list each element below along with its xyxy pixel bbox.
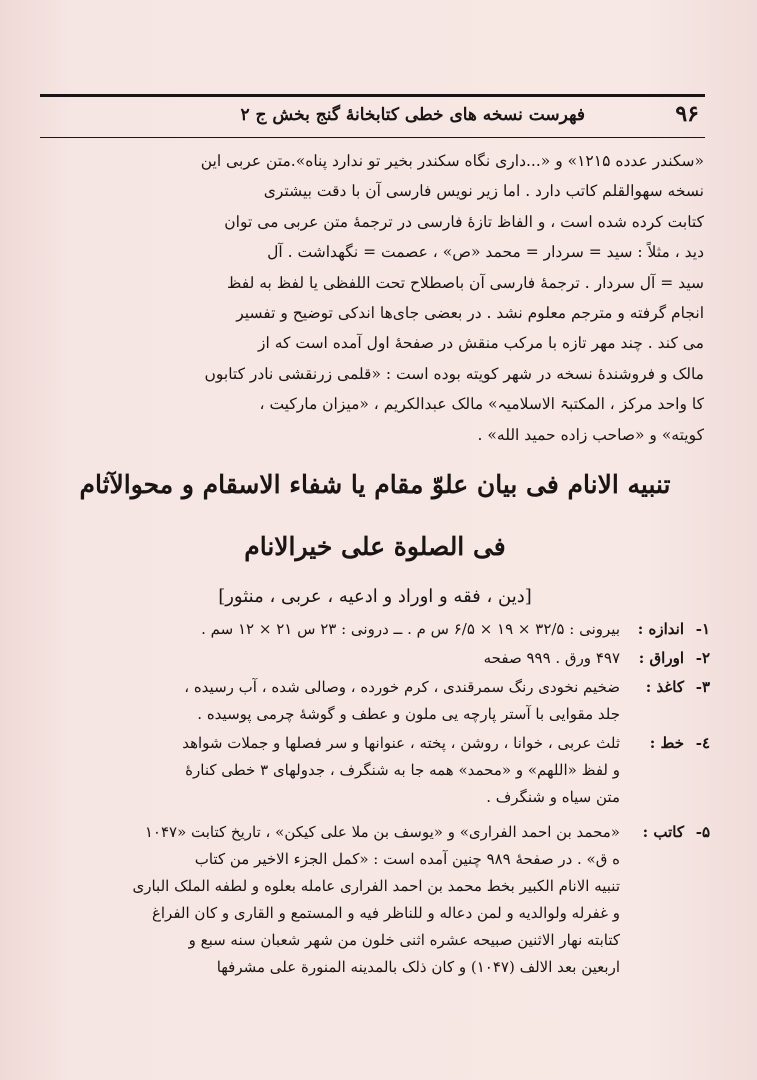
manuscript-title-line-1: تنبیه الانام فی بیان علوّ مقام یا شفاء الاسقام و محوالآثام xyxy=(79,470,671,499)
text-line: کتابت کرده شده است ، و الفاظ تازهٔ فارسی در ترجمهٔ متن عربی می توان xyxy=(224,212,704,231)
entry-line: و لفظ «اللهم» و «محمد» همه جا به شنگرف ، جدولهای ۳ خطی کنارهٔ xyxy=(185,761,620,779)
text-line: می کند . چند مهر تازه با مرکب منقش در صفحهٔ اول آمده است که از xyxy=(258,334,704,353)
text-line: دید ، مثلاً : سید = سردار = محمد «ص» ، عصمت = نگهداشت . آل xyxy=(267,243,704,262)
entry-line: ه ق» . در صفحهٔ ۹۸۹ چنین آمده است : «کمل الجزء الاخیر من کتاب xyxy=(194,850,620,868)
entry-line: بیرونی : ۳۲/۵ × ۱۹ × ۶/۵ س م . ــ درونی : ۲۳ س ۲۱ × ۱۲ سم . xyxy=(201,620,620,638)
entry-line: و غفرله ولوالدیه و لمن دعاله و للناظر فیه و المستمع و القاری و کان الفراغ xyxy=(151,904,620,922)
entry-folios xyxy=(44,645,710,672)
page-number: ۹۶ xyxy=(675,101,699,127)
entry-line: تنبیه الانام الکبیر بخط محمد بن احمد الفراری عامله بعلوه و لطفه الملک الباری xyxy=(132,877,620,895)
entry-scribe xyxy=(44,819,710,981)
entry-line: ثلث عربی ، خوانا ، روشن ، پخته ، عنوانها و سر فصلها و جملات شواهد xyxy=(182,734,620,752)
entry-line: اربعین بعد الالف (۱۰۴۷) و کان ذلک بالمدینه المنورة علی مشرفها xyxy=(216,958,620,976)
entry-number: ۵- xyxy=(695,823,710,841)
running-title: فهرست نسخه های خطی کتابخانهٔ گنج بخش ج ۲ xyxy=(240,105,585,125)
entry-value xyxy=(44,645,620,672)
manuscript-title-line-2: فی الصلوة علی خیرالانام xyxy=(244,532,506,561)
entry-label: اندازه : xyxy=(637,620,684,638)
manuscript-subject: [دین ، فقه و اوراد و ادعیه ، عربی ، منثور] xyxy=(218,586,532,607)
entry-line: ضخیم نخودی رنگ سمرقندی ، کرم خورده ، وصالی شده ، آب رسیده ، xyxy=(184,678,620,696)
entry-script xyxy=(44,730,710,811)
text-line: انجام گرفته و مترجم معلوم نشد . در بعضی جای‌ها اندکی توضیح و تفسیر xyxy=(236,304,704,323)
entry-number: ۲- xyxy=(695,649,710,667)
catalog-entries xyxy=(44,616,710,983)
entry-size xyxy=(44,616,710,643)
text-line: سید = آل سردار . ترجمهٔ فارسی آن باصطلاح تحت اللفظی یا لفظ به لفظ xyxy=(227,273,704,292)
page-header xyxy=(40,94,705,138)
text-line: «سکندر عدده ۱۲۱۵» و «...داری نگاه سکندر بخیر تو ندارد پناه».متن عربی این xyxy=(200,152,704,170)
entry-label: خط : xyxy=(649,734,684,752)
entry-line: کتابته نهار الاثنین صبیحه عشره اثنی خلون من شهر شعبان سنه سبع و xyxy=(188,931,620,949)
text-line: مالک و فروشندهٔ نسخه در شهر کویته بوده است : «قلمی زرنقشی نادر کتابوں xyxy=(204,364,704,383)
text-line: کا واحد مرکز ، المکتبۃ الاسلامیہ» مالک عبدالکریم ، «میزان مارکیت ، xyxy=(259,395,704,414)
text-line: نسخه سهوالقلم کاتب دارد . اما زیر نویس فارسی آن با دقت بیشتری xyxy=(263,182,704,201)
intro-paragraph xyxy=(44,146,704,450)
entry-number: ٤- xyxy=(695,734,710,752)
entry-line: ۴۹۷ ورق . ۹۹۹ صفحه xyxy=(483,649,620,667)
entry-line: متن سیاه و شنگرف . xyxy=(486,788,620,806)
entry-value xyxy=(44,730,620,811)
entry-paper xyxy=(44,674,710,728)
text-line: کویته» و «صاحب زاده حمید الله» . xyxy=(477,425,704,444)
entry-line: «محمد بن احمد الفراری» و «یوسف بن ملا علی کیکن» ، تاریخ کتابت «۱۰۴۷ xyxy=(144,823,620,841)
entry-line: جلد مقوایی با آستر پارچه یی ملون و عطف و گوشهٔ چرمی پوسیده . xyxy=(197,705,620,723)
entry-value xyxy=(44,616,620,643)
entry-label: کاتب : xyxy=(642,823,684,841)
entry-label: کاغذ : xyxy=(645,678,684,696)
entry-number: ۱- xyxy=(695,620,710,638)
entry-value xyxy=(44,819,620,981)
entry-number: ۳- xyxy=(695,678,710,696)
entry-label: اوراق : xyxy=(638,649,684,667)
entry-value xyxy=(44,674,620,728)
